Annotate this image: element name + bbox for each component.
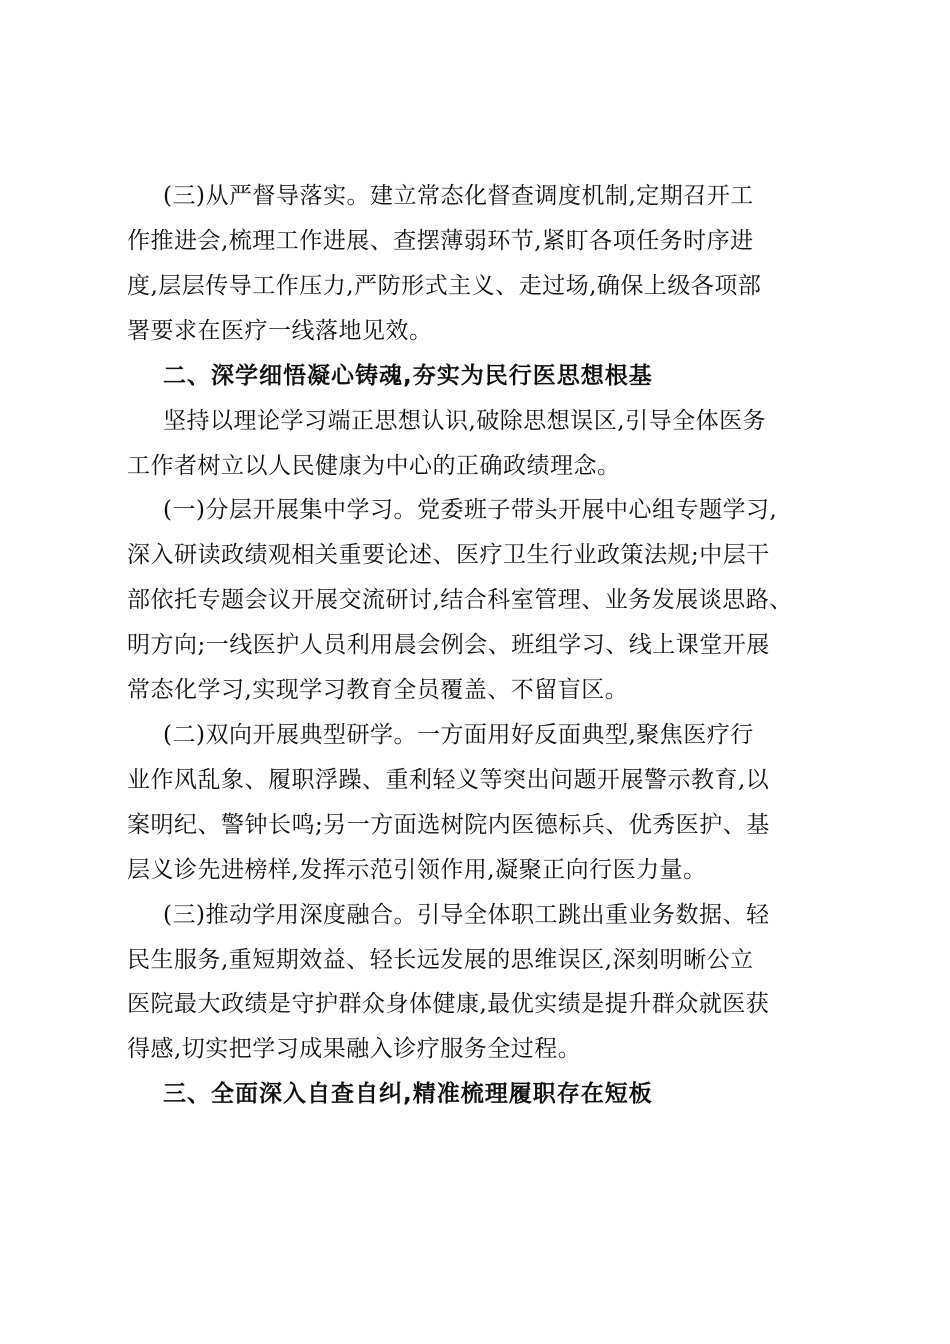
para-3-supervision-line-1: (三)从严督导落实。建立常态化督查调度机制,定期召开工	[163, 183, 754, 209]
para-3-integration-line-3: 医院最大政绩是守护群众身体健康,最优实绩是提升群众就医获	[127, 991, 770, 1017]
para-3-integration-line-1: (三)推动学用深度融合。引导全体职工跳出重业务数据、轻	[163, 902, 770, 928]
section-heading-2: 二、深学细悟凝心铸魂,夯实为民行医思想根基	[163, 363, 653, 389]
para-2-typical-line-3: 案明纪、警钟长鸣;另一方面选树院内医德标兵、优秀医护、基	[127, 812, 770, 838]
para-3-supervision-line-4: 署要求在医疗一线落地见效。	[127, 318, 433, 344]
para-3-supervision-line-3: 度,层层传导工作压力,严防形式主义、走过场,确保上级各项部	[127, 273, 762, 299]
para-3-integration-line-2: 民生服务,重短期效益、轻长远发展的思维误区,深刻明晰公立	[127, 947, 754, 973]
para-1-study-line-4: 明方向;一线医护人员利用晨会例会、班组学习、线上课堂开展	[127, 632, 770, 658]
para-1-study-line-3: 部依托专题会议开展交流研讨,结合科室管理、业务发展谈思路、	[127, 587, 793, 613]
para-2-typical-line-1: (二)双向开展典型研学。一方面用好反面典型,聚焦医疗行	[163, 722, 754, 748]
para-2-typical-line-2: 业作风乱象、履职浮躁、重利轻义等突出问题开展警示教育,以	[127, 767, 770, 793]
section-2-intro-line-1: 坚持以理论学习端正思想认识,破除思想误区,引导全体医务	[163, 408, 767, 434]
section-heading-3: 三、全面深入自查自纠,精准梳理履职存在短板	[163, 1081, 653, 1107]
para-1-study-line-1: (一)分层开展集中学习。党委班子带头开展中心组专题学习,	[163, 497, 778, 523]
para-1-study-line-5: 常态化学习,实现学习教育全员覆盖、不留盲区。	[127, 677, 629, 703]
para-3-integration-line-4: 得感,切实把学习成果融入诊疗服务全过程。	[127, 1036, 582, 1062]
section-2-intro-line-2: 工作者树立以人民健康为中心的正确政绩理念。	[127, 453, 621, 479]
para-3-supervision-line-2: 作推进会,梳理工作进展、查摆薄弱环节,紧盯各项任务时序进	[127, 228, 754, 254]
para-2-typical-line-4: 层义诊先进榜样,发挥示范引领作用,凝聚正向行医力量。	[127, 857, 707, 883]
para-1-study-line-2: 深入研读政绩观相关重要论述、医疗卫生行业政策法规;中层干	[127, 542, 770, 568]
